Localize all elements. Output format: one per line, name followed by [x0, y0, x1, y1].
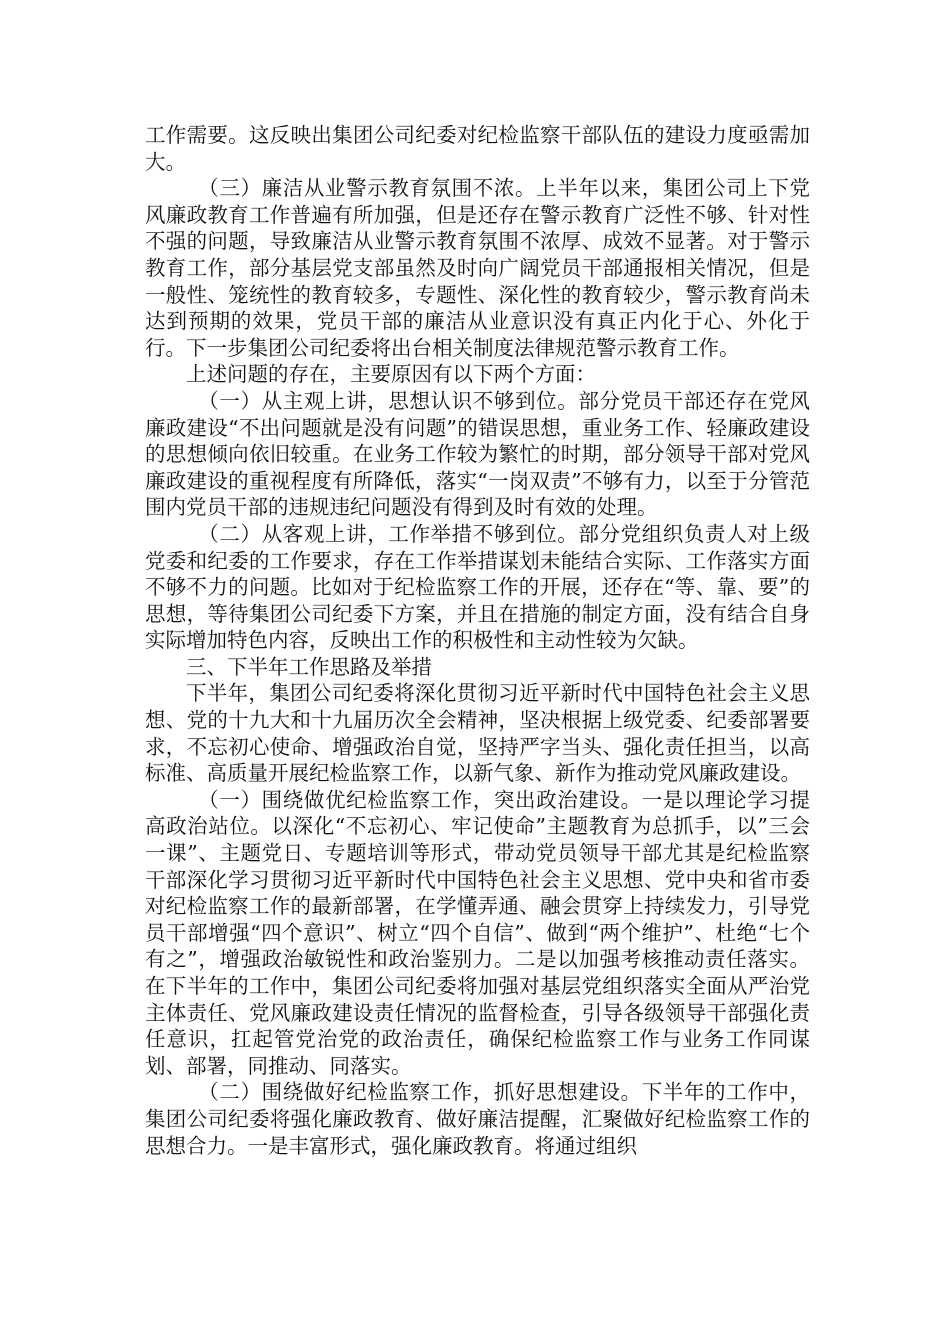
- document-page: [145, 122, 810, 1159]
- paragraph-second-half-overview: 下半年，集团公司纪委将深化贯彻习近平新时代中国特色社会主义思想、党的十九大和十九届历次全会精神，坚决根据上级党委、纪委部署要求，不忘初心使命、增强政治自觉，坚持严字当头、强化责任担当，以高标准、高质量开展纪检监察工作，以新气象、新作为推动党风廉政建设。: [145, 681, 810, 786]
- paragraph-subjective-reason: （一）从主观上讲，思想认识不够到位。部分党员干部还存在党风廉政建设“不出问题就是没有问题”的错误思想，重业务工作、轻廉政建设的思想倾向依旧较重。在业务工作较为繁忙的时期，部分领导干部对党风廉政建设的重视程度有所降低，落实“一岗双责”不够有力，以至于分管范围内党员干部的违规违纪问题没有得到及时有效的处理。: [145, 388, 810, 520]
- paragraph-political-building: （一）围绕做优纪检监察工作，突出政治建设。一是以理论学习提高政治站位。以深化“不忘初心、牢记使命”主题教育为总抓手，以”三会一课”、主题党日、专题培训等形式，带动党员领导干部尤其是纪检监察干部深化学习贯彻习近平新时代中国特色社会主义思想、党中央和省市委对纪检监察工作的最新部署，在学懂弄通、融会贯穿上持续发力，引导党员干部增强“四个意识”、树立“四个自信”、做到“两个维护”、杜绝“七个有之”，增强政治敏锐性和政治鉴别力。二是以加强考核推动责任落实。在下半年的工作中，集团公司纪委将加强对基层党组织落实全面从严治党主体责任、党风廉政建设责任情况的监督检查，引导各级领导干部强化责任意识，扛起管党治党的政治责任，确保纪检监察工作与业务工作同谋划、部署，同推动、同落实。: [145, 787, 810, 1078]
- paragraph-reasons-intro: 上述问题的存在，主要原因有以下两个方面：: [186, 362, 596, 387]
- paragraph-objective-reason: （二）从客观上讲，工作举措不够到位。部分党组织负责人对上级党委和纪委的工作要求，存在工作举措谋划未能结合实际、工作落实方面不够不力的问题。比如对于纪检监察工作的开展，还存在“等、靠、要”的思想，等待集团公司纪委下方案，并且在措施的制定方面，没有结合自身实际增加特色内容，反映出工作的积极性和主动性较为欠缺。: [145, 521, 810, 653]
- paragraph-ideological-building: （二）围绕做好纪检监察工作，抓好思想建设。下半年的工作中，集团公司纪委将强化廉政教育、做好廉洁提醒，汇聚做好纪检监察工作的思想合力。一是丰富形式，强化廉政教育。将通过组织: [145, 1080, 810, 1158]
- section-heading-plans: 三、下半年工作思路及举措: [186, 654, 432, 679]
- paragraph-warning-education: （三）廉洁从业警示教育氛围不浓。上半年以来，集团公司上下党风廉政教育工作普遍有所加强，但是还存在警示教育广泛性不够、针对性不强的问题，导致廉洁从业警示教育氛围不浓厚、成效不显著。对于警示教育工作，部分基层党支部虽然及时向广阔党员干部通报相关情况，但是一般性、笼统性的教育较多，专题性、深化性的教育较少，警示教育尚未达到预期的效果，党员干部的廉洁从业意识没有真正内化于心、外化于行。下一步集团公司纪委将出台相关制度法律规范警示教育工作。: [145, 176, 810, 360]
- paragraph-continuation: 工作需要。这反映出集团公司纪委对纪检监察干部队伍的建设力度亟需加大。: [145, 123, 810, 174]
